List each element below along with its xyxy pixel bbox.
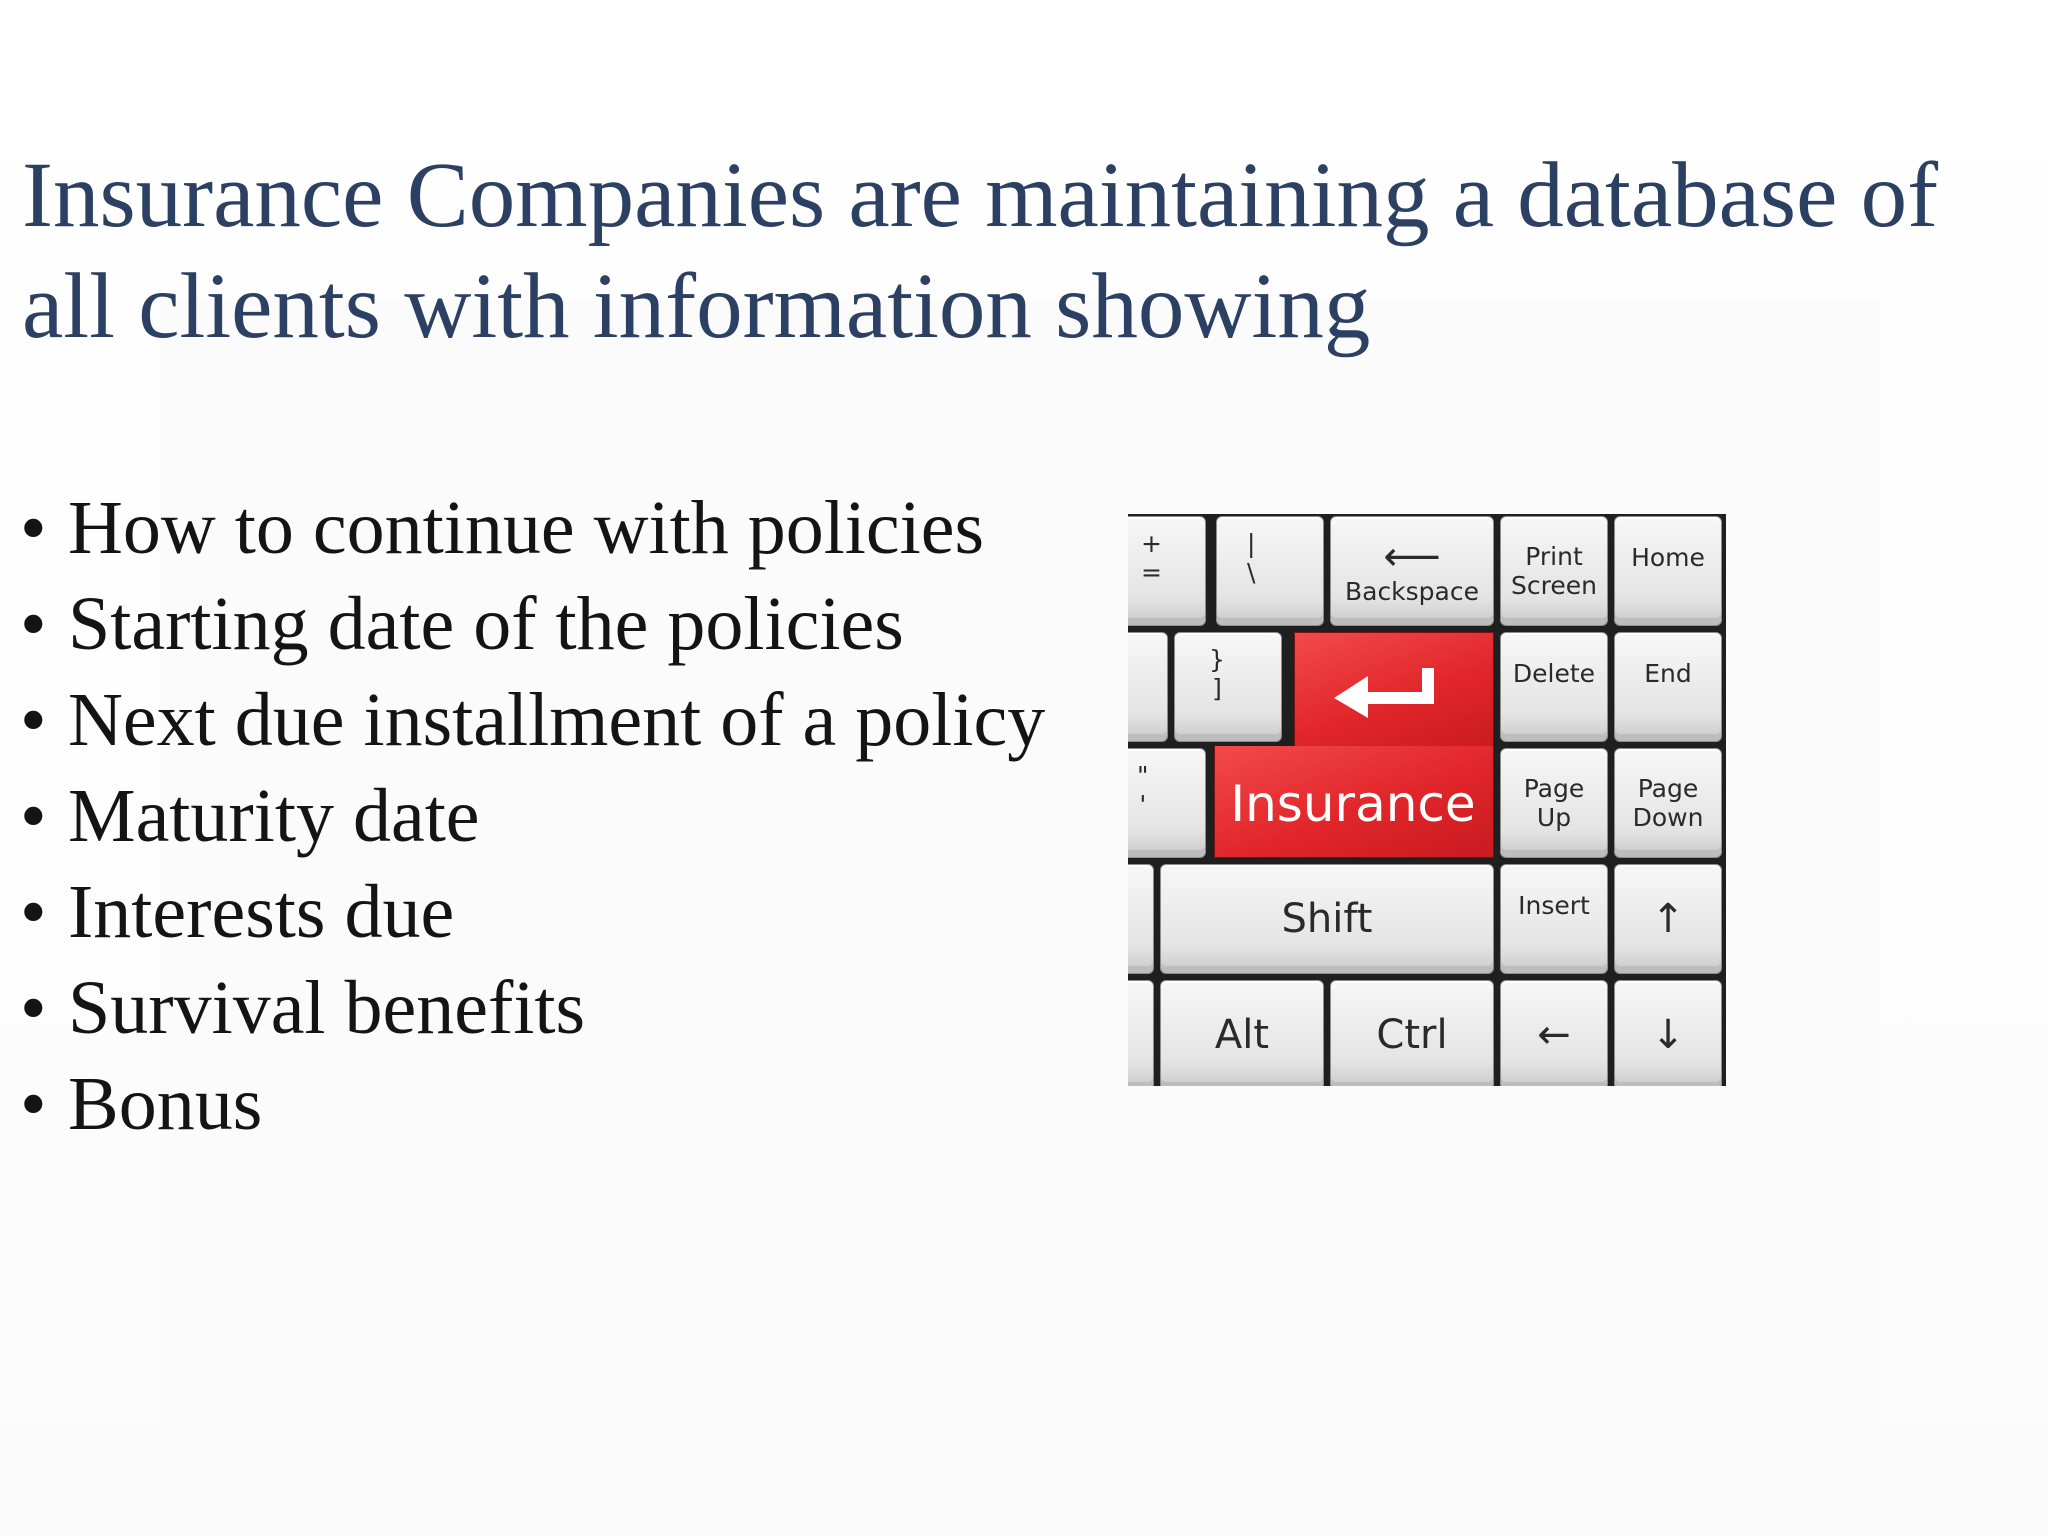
key-page-up [1500,748,1608,858]
key-label: Page Up [1523,774,1585,832]
key-delete [1500,632,1608,742]
key-label: Home [1631,543,1705,572]
key-arrow-down [1614,980,1722,1086]
list-item [20,1056,1100,1152]
bullet-text: Survival benefits [68,966,586,1050]
list-item [20,672,1100,768]
bullet-dot: • [20,582,47,666]
bullet-dot: • [20,678,47,762]
key-label: Shift [1281,895,1373,942]
key-plus-equals [1128,516,1206,626]
bullet-dot: • [20,870,47,954]
key-insert [1500,864,1608,974]
key-label: Print Screen [1511,542,1597,600]
key-label: + = [1141,529,1162,587]
key-alt [1160,980,1324,1086]
key-partial-left-3 [1128,980,1154,1086]
bullet-text: How to continue with policies [68,486,985,570]
key-label: Alt [1214,1011,1270,1058]
key-page-down [1614,748,1722,858]
bullet-dot: • [20,774,47,858]
key-pipe-backslash [1216,516,1324,626]
bullet-list [20,480,1100,1152]
bullet-text: Maturity date [68,774,480,858]
key-ctrl [1330,980,1494,1086]
key-label: Insert [1518,891,1590,920]
key-home [1614,516,1722,626]
key-label: | \ [1247,529,1256,587]
bullet-dot: • [20,486,47,570]
key-partial-left [1128,632,1168,742]
key-backspace [1330,516,1494,626]
key-partial-left-2 [1128,864,1154,974]
list-item [20,768,1100,864]
key-label: } ] [1209,645,1225,703]
insurance-keyboard-image [1128,514,1726,1086]
list-item [20,576,1100,672]
key-arrow-up [1614,864,1722,974]
list-item [20,480,1100,576]
bullet-dot: • [20,966,47,1050]
bullet-dot: • [20,1062,47,1146]
bullet-text: Bonus [68,1062,263,1146]
backspace-arrow-icon: ⟵ [1383,533,1441,580]
arrow-left-icon: ← [1537,1012,1571,1058]
key-end [1614,632,1722,742]
list-item [20,864,1100,960]
bullet-text: Next due installment of a policy [68,678,1046,762]
key-shift [1160,864,1494,974]
key-brace-bracket [1174,632,1282,742]
enter-arrow-icon [1328,664,1438,720]
bullet-text: Interests due [68,870,455,954]
slide-title: Insurance Companies are maintaining a database of all clients with information showing [22,144,1939,358]
key-arrow-left [1500,980,1608,1086]
list-item [20,960,1100,1056]
key-label: Page Down [1632,774,1704,832]
key-quote [1128,748,1206,858]
arrow-down-icon: ↓ [1651,1012,1685,1058]
key-label: " ' [1137,761,1149,819]
enter-key-label: Insurance [1230,775,1476,833]
bullet-text: Starting date of the policies [68,582,904,666]
arrow-up-icon: ↑ [1651,896,1685,942]
key-print-screen [1500,516,1608,626]
key-label: End [1644,659,1692,688]
key-label: Ctrl [1376,1011,1448,1058]
key-label: Delete [1512,659,1596,688]
key-label: Backspace [1344,576,1480,606]
